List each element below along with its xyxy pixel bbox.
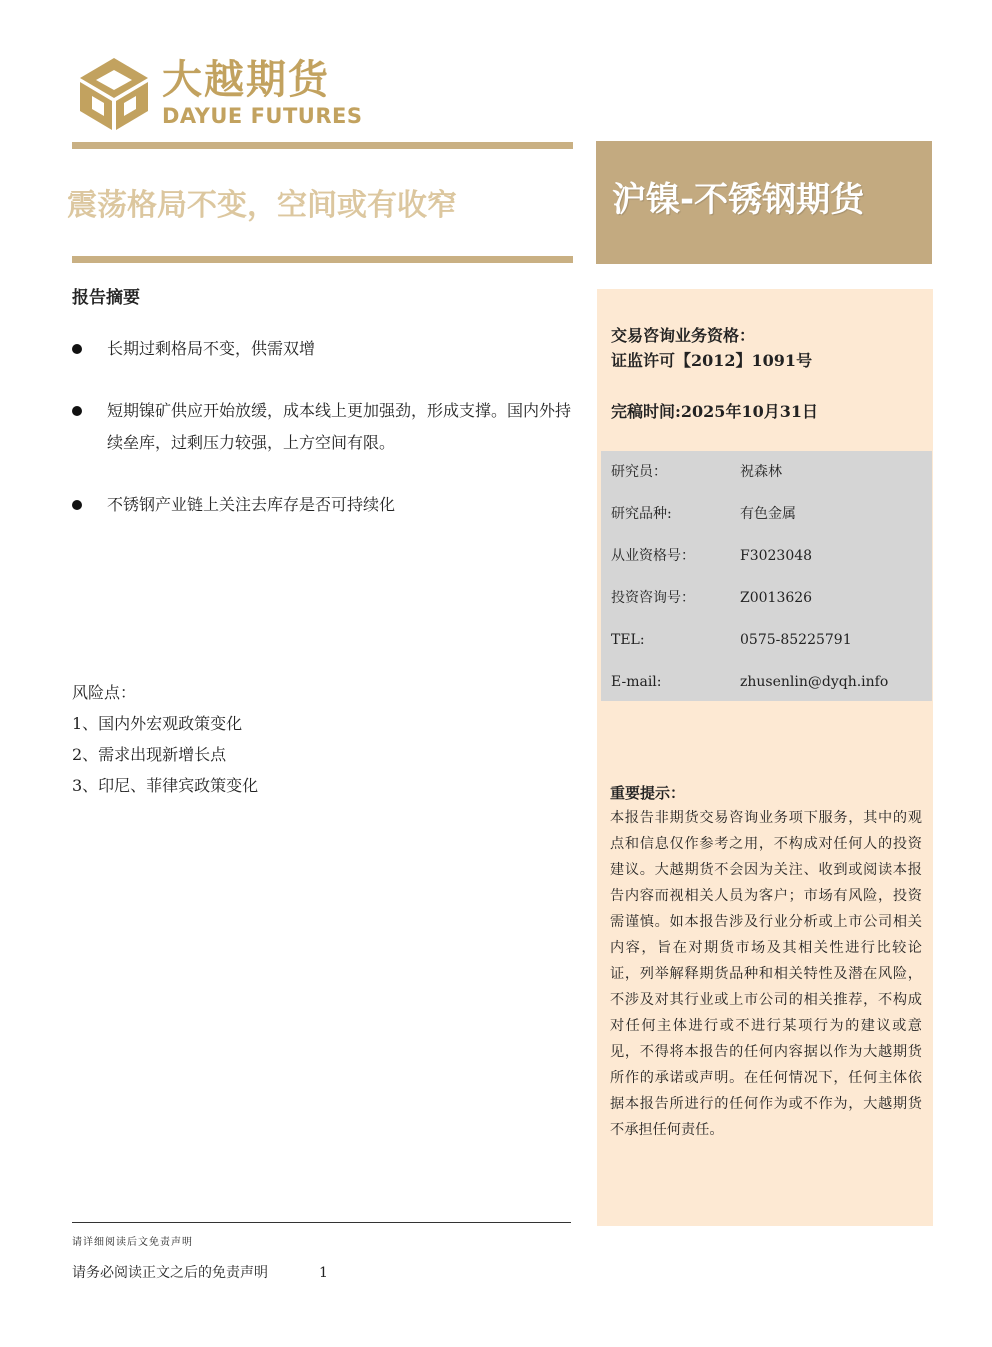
risk-item: 2、需求出现新增长点 [72,745,227,764]
email-link[interactable]: zhusenlin@dyqh.info [740,674,889,690]
info-value: 0575-85225791 [740,632,852,648]
dayue-logo-icon [78,56,150,132]
footer-rule [72,1222,571,1223]
qualification-label: 交易咨询业务资格： [611,326,756,345]
info-value: Z0013626 [740,590,813,606]
info-row-advisory-number [601,577,932,619]
researcher-info-box [601,451,932,701]
summary-heading: 报告摘要 [72,288,140,308]
bullet-dot-icon [72,500,82,510]
summary-bullet-text: 不锈钢产业链上关注去库存是否可持续化 [107,495,396,514]
info-row-email [601,661,932,703]
headline-top-rule [72,142,573,149]
completion-time: 完稿时间:2025年10月31日 [611,402,818,421]
info-value: 有色金属 [740,506,796,522]
info-row-tel [601,619,932,661]
info-key: TEL: [611,632,645,648]
summary-bullet-item [72,395,572,459]
info-key: 研究员： [611,464,667,480]
summary-bullet-item [72,489,572,521]
risk-item: 3、印尼、菲律宾政策变化 [72,776,259,795]
logo-chinese-name: 大越期货 [162,57,330,103]
info-key: 投资咨询号： [611,590,695,606]
info-key: 从业资格号： [611,548,695,564]
info-key: E-mail: [611,674,662,690]
qualification-value: 证监许可【2012】1091号 [611,351,813,370]
info-key: 研究品种: [611,506,672,522]
headline-bottom-rule [72,256,573,263]
risk-title: 风险点： [72,683,137,702]
report-title: 沪镍-不锈钢期货 [612,180,865,220]
bullet-dot-icon [72,406,82,416]
bullet-dot-icon [72,344,82,354]
page-number: 1 [319,1265,328,1281]
info-value: 祝森林 [740,464,782,480]
footer-small-note: 请详细阅读后文免责声明 [72,1237,193,1248]
report-headline: 震荡格局不变，空间或有收窄 [67,188,457,223]
summary-bullet-text: 短期镍矿供应开始放缓，成本线上更加强劲，形成支撑。国内外持续垒库，过剩压力较强，上方空间有限。 [107,401,572,452]
summary-bullet-item [72,333,572,365]
info-row-category [601,493,932,535]
info-value: F3023048 [740,548,813,564]
info-row-license [601,535,932,577]
side-info-panel [597,289,933,1226]
notice-text: 本报告非期货交易咨询业务项下服务，其中的观点和信息仅作参考之用，不构成对任何人的投资建议。大越期货不会因为关注、收到或阅读本报告内容而视相关人员为客户；市场有风险，投资需谨慎。如本报告涉及行业分析或上市公司相关内容，旨在对期货市场及其相关性进行比较论证，列举解释期货品种和相关特性及潜在风险，不涉及对其行业或上市公司的相关推荐，不构成对任何主体进行或不进行某项行为的建议或意见，不得将本报告的任何内容据以作为大越期货所作的承诺或声明。在任何情况下，任何主体依据本报告所进行的任何作为或不作为，大越期货不承担任何责任。 [610,810,922,1138]
info-row-researcher [601,451,932,493]
notice-title: 重要提示： [610,784,686,802]
summary-bullet-text: 长期过剩格局不变，供需双增 [107,339,316,358]
report-title-box [596,141,932,264]
logo-english-name: DAYUE FUTURES [162,104,363,128]
footer-disclaimer-note: 请务必阅读正文之后的免责声明 [72,1265,268,1281]
risk-item: 1、国内外宏观政策变化 [72,714,243,733]
